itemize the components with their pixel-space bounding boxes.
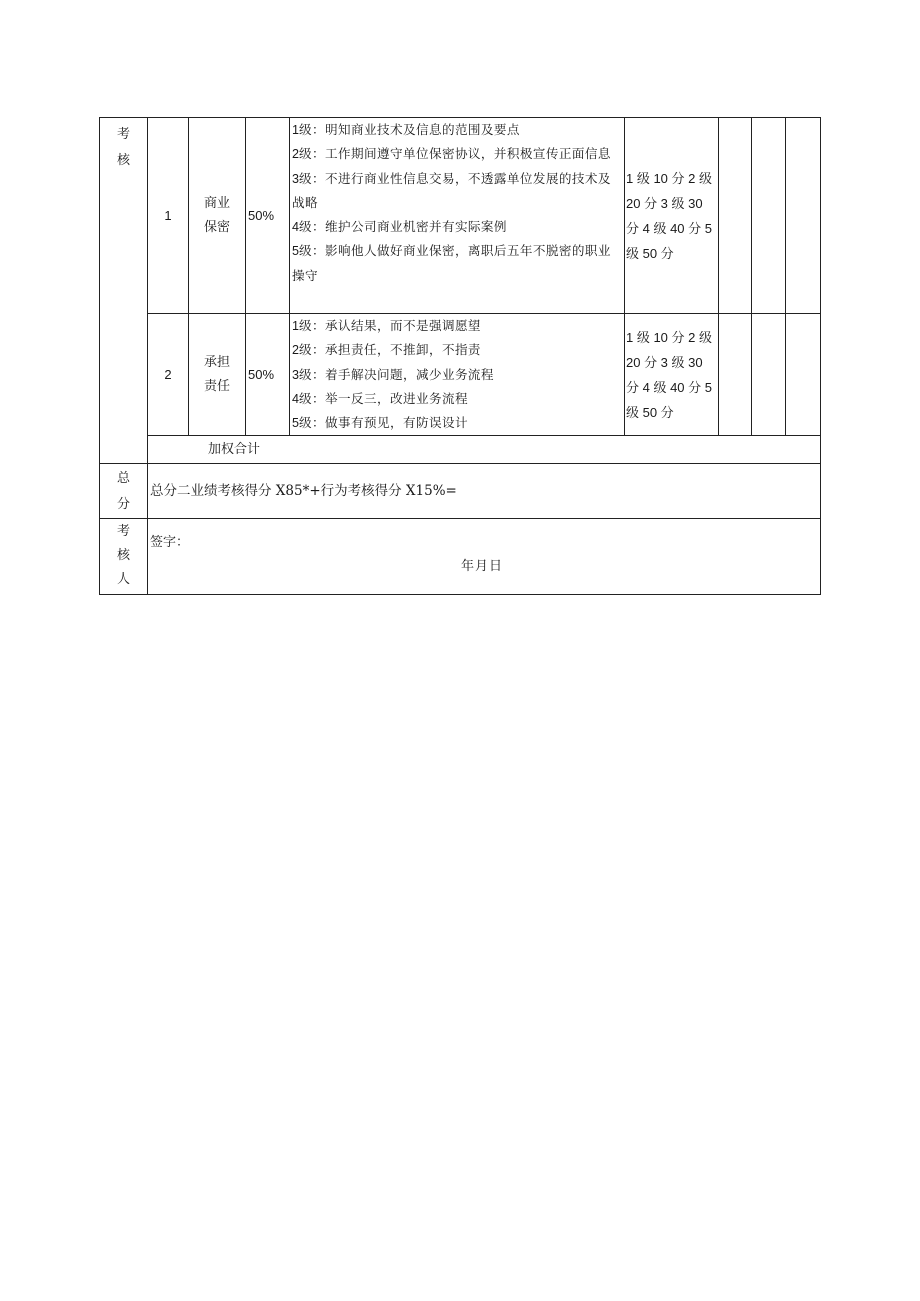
level-description-cell [290,118,625,314]
reviewer-label-char: 人 [116,572,130,588]
signature-cell[interactable] [148,519,821,595]
score-cell-empty[interactable] [752,314,786,436]
section-label-char: 考 [116,127,130,142]
item-name-line: 商业 [203,195,230,211]
signature-label: 签字： [150,535,190,551]
level-line: 2级：承担责任，不推卸，不指责 [292,342,481,358]
reviewer-label-cell [100,519,148,595]
total-label-cell [100,464,148,519]
total-formula: 总分二业绩考核得分 X85*+行为考核得分 X15%= [148,464,821,519]
row-index: 1 [148,118,189,314]
weighted-total-row [100,436,821,464]
level-line: 5级：做事有预见，有防误设计 [292,415,468,431]
weighted-total-label: 加权合计 [148,436,821,464]
section-label-char: 核 [116,153,130,168]
date-label: 年月日 [461,559,504,575]
assessment-table [99,117,821,595]
reviewer-row [100,519,821,595]
level-line: 5级：影响他人做好商业保密，离职后五年不脱密的职业操守 [292,243,611,283]
assessment-sheet [99,117,820,595]
score-cell-empty[interactable] [786,118,821,314]
level-line: 4级：维护公司商业机密并有实际案例 [292,219,507,235]
level-line: 4级：举一反三，改进业务流程 [292,390,468,406]
reviewer-label-char: 核 [116,548,130,564]
item-name-line: 责任 [203,378,230,394]
weight-value: 50% [246,118,290,314]
level-line: 3级：着手解决问题，减少业务流程 [292,366,494,382]
row-index: 2 [148,314,189,436]
item-name-line: 保密 [203,219,230,235]
level-line: 1级：明知商业技术及信息的范围及要点 [292,122,520,137]
score-cell-empty[interactable] [719,118,752,314]
total-label-char: 分 [116,497,130,513]
score-cell-empty[interactable] [719,314,752,436]
level-description-cell [290,314,625,436]
level-line: 3级：不进行商业性信息交易，不透露单位发展的技术及战略 [292,170,611,210]
section-label-cell [100,118,148,464]
scoring-rule: 1 级 10 分 2 级 20 分 3 级 30 分 4 级 40 分 5 级 50 分 [625,118,719,314]
level-line: 2级：工作期间遵守单位保密协议，并积极宣传正面信息 [292,146,611,162]
item-name-cell [189,314,246,436]
scoring-rule: 1 级 10 分 2 级 20 分 3 级 30 分 4 级 40 分 5 级 50 分 [625,314,719,436]
table-row [100,314,821,436]
total-label-char: 总 [116,471,130,487]
weight-value: 50% [246,314,290,436]
level-line: 1级：承认结果，而不是强调愿望 [292,318,481,333]
reviewer-label-char: 考 [116,524,130,540]
total-score-row [100,464,821,519]
table-row [100,118,821,314]
item-name-cell [189,118,246,314]
score-cell-empty[interactable] [786,314,821,436]
score-cell-empty[interactable] [752,118,786,314]
item-name-line: 承担 [203,354,230,370]
